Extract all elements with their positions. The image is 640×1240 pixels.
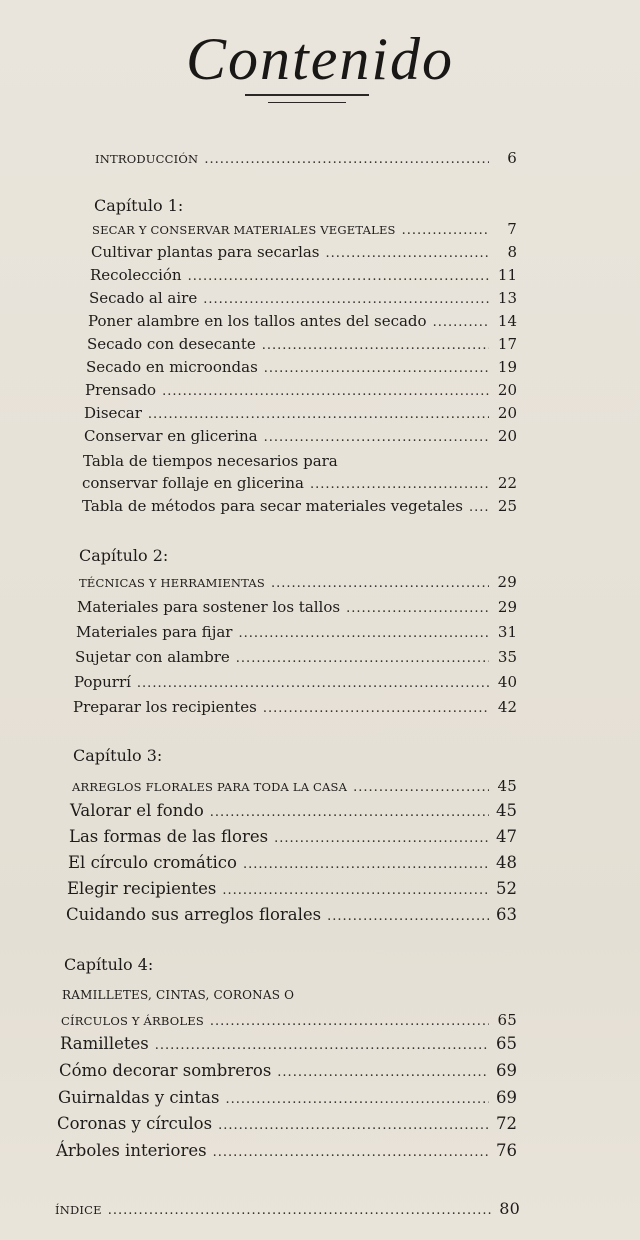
toc-entry-introduction[interactable] xyxy=(95,148,517,170)
entry-page-number: 20 xyxy=(497,381,517,399)
entry-page-number: 69 xyxy=(496,1088,517,1107)
entry-label: Valorar el fondo xyxy=(70,801,204,820)
toc-entry-line1: Tabla de tiempos necesarios para xyxy=(83,452,338,470)
entry-page-number: 7 xyxy=(507,220,517,238)
entry-page-number: 20 xyxy=(497,404,517,422)
entry-page-number: 47 xyxy=(496,827,517,846)
toc-entry[interactable] xyxy=(90,265,517,287)
toc-entry[interactable] xyxy=(85,380,517,402)
dot-leader xyxy=(218,1116,489,1136)
entry-label: Cultivar plantas para secarlas xyxy=(91,243,320,261)
dot-leader xyxy=(203,290,489,310)
dot-leader xyxy=(137,674,489,694)
entry-label: Materiales para sostener los tallos xyxy=(77,598,341,616)
entry-label: Popurrí xyxy=(74,673,131,691)
entry-label: Árboles interiores xyxy=(56,1141,207,1160)
entry-label: INTRODUCCIÓN xyxy=(95,152,199,166)
toc-entry[interactable] xyxy=(67,879,517,901)
entry-label: El círculo cromático xyxy=(68,853,237,872)
dot-leader xyxy=(204,150,489,170)
chapter-3-title[interactable] xyxy=(72,776,517,798)
dot-leader xyxy=(162,382,489,402)
dot-leader xyxy=(353,778,489,798)
entry-page-number: 6 xyxy=(507,149,517,167)
entry-label: Secado en microondas xyxy=(86,358,258,376)
toc-entry[interactable] xyxy=(68,853,517,875)
chapter-3-heading: Capítulo 3: xyxy=(73,746,163,765)
entry-page-number: 20 xyxy=(497,427,517,445)
entry-page-number: 11 xyxy=(497,266,517,284)
entry-label: conservar follaje en glicerina xyxy=(82,474,304,492)
chapter-1-title[interactable] xyxy=(92,219,517,241)
chapter-4-title-line1: RAMILLETES, CINTAS, CORONAS O xyxy=(62,988,295,1002)
dot-leader xyxy=(225,1090,489,1110)
entry-label: Disecar xyxy=(84,404,142,422)
entry-label: Poner alambre en los tallos antes del secado xyxy=(88,312,427,330)
toc-entry[interactable] xyxy=(91,242,517,264)
toc-entry[interactable] xyxy=(69,827,517,849)
entry-label: Secado al aire xyxy=(89,289,198,307)
dot-leader xyxy=(264,359,489,379)
dot-leader xyxy=(222,881,489,901)
entry-page-number: 63 xyxy=(496,905,517,924)
entry-page-number: 48 xyxy=(496,853,517,872)
entry-label: Cuidando sus arreglos florales xyxy=(66,905,322,924)
dot-leader xyxy=(326,244,489,264)
dot-leader xyxy=(210,1012,489,1032)
dot-leader xyxy=(271,574,489,594)
toc-entry[interactable] xyxy=(74,672,517,694)
entry-label: CÍRCULOS Y ÁRBOLES xyxy=(61,1014,204,1028)
entry-page-number: 65 xyxy=(497,1011,517,1029)
dot-leader xyxy=(148,405,489,425)
toc-entry[interactable] xyxy=(76,622,517,644)
entry-page-number: 40 xyxy=(497,673,517,691)
entry-page-number: 45 xyxy=(497,777,517,795)
toc-entry[interactable] xyxy=(82,496,517,518)
dot-leader xyxy=(213,1143,489,1163)
dot-leader xyxy=(263,699,489,719)
title-underline-short xyxy=(268,102,346,103)
entry-page-number: 25 xyxy=(497,497,517,515)
dot-leader xyxy=(243,855,489,875)
chapter-2-heading: Capítulo 2: xyxy=(79,546,169,565)
entry-label: Tabla de métodos para secar materiales vegetales xyxy=(82,497,463,515)
entry-page-number: 14 xyxy=(497,312,517,330)
toc-entry[interactable] xyxy=(77,597,517,619)
entry-page-number: 72 xyxy=(496,1114,517,1133)
toc-entry[interactable] xyxy=(88,311,517,333)
toc-entry[interactable] xyxy=(84,426,517,448)
entry-page-number: 80 xyxy=(499,1199,520,1218)
dot-leader xyxy=(155,1036,489,1056)
toc-entry-index[interactable] xyxy=(55,1199,520,1221)
dot-leader xyxy=(469,498,489,518)
page-title: Contenido xyxy=(186,26,454,92)
entry-page-number: 13 xyxy=(497,289,517,307)
entry-page-number: 65 xyxy=(496,1034,517,1053)
entry-page-number: 45 xyxy=(496,801,517,820)
dot-leader xyxy=(262,336,489,356)
entry-label: Cómo decorar sombreros xyxy=(59,1061,272,1080)
dot-leader xyxy=(310,475,489,495)
entry-page-number: 22 xyxy=(497,474,517,492)
toc-entry[interactable] xyxy=(66,905,517,927)
entry-page-number: 31 xyxy=(497,623,517,641)
dot-leader xyxy=(274,829,489,849)
title-underline xyxy=(245,94,369,96)
toc-entry[interactable] xyxy=(86,357,517,379)
toc-entry[interactable] xyxy=(75,647,517,669)
dot-leader xyxy=(238,624,489,644)
toc-entry[interactable] xyxy=(73,697,517,719)
chapter-4-heading: Capítulo 4: xyxy=(64,955,154,974)
toc-entry[interactable] xyxy=(57,1114,517,1136)
dot-leader xyxy=(236,649,489,669)
dot-leader xyxy=(402,221,489,241)
dot-leader xyxy=(108,1201,492,1221)
toc-entry[interactable] xyxy=(84,403,517,425)
dot-leader xyxy=(327,907,489,927)
toc-entry[interactable] xyxy=(60,1034,517,1056)
entry-page-number: 17 xyxy=(497,335,517,353)
entry-label: TÉCNICAS Y HERRAMIENTAS xyxy=(79,576,266,590)
entry-label: Preparar los recipientes xyxy=(73,698,257,716)
entry-page-number: 76 xyxy=(496,1141,517,1160)
entry-page-number: 52 xyxy=(496,879,517,898)
toc-entry[interactable] xyxy=(70,801,517,823)
entry-label: Coronas y círculos xyxy=(57,1114,213,1133)
entry-page-number: 19 xyxy=(497,358,517,376)
dot-leader xyxy=(346,599,489,619)
chapter-2-title[interactable] xyxy=(79,572,517,594)
entry-page-number: 42 xyxy=(497,698,517,716)
toc-entry[interactable] xyxy=(89,288,517,310)
entry-label: ARREGLOS FLORALES PARA TODA LA CASA xyxy=(72,780,348,794)
entry-label: Recolección xyxy=(90,266,182,284)
entry-label: Prensado xyxy=(85,381,157,399)
entry-label: Materiales para fijar xyxy=(76,623,233,641)
entry-label: Secado con desecante xyxy=(87,335,256,353)
toc-entry[interactable] xyxy=(87,334,517,356)
dot-leader xyxy=(433,313,489,333)
toc-entry[interactable] xyxy=(58,1088,517,1110)
dot-leader xyxy=(188,267,489,287)
toc-entry[interactable] xyxy=(82,473,517,495)
chapter-4-title[interactable] xyxy=(61,1010,517,1032)
dot-leader xyxy=(264,428,489,448)
entry-page-number: 8 xyxy=(507,243,517,261)
entry-label: Ramilletes xyxy=(60,1034,149,1053)
toc-entry[interactable] xyxy=(59,1061,517,1083)
entry-label: Elegir recipientes xyxy=(67,879,217,898)
toc-entry[interactable] xyxy=(56,1141,517,1163)
entry-page-number: 69 xyxy=(496,1061,517,1080)
entry-label: SECAR Y CONSERVAR MATERIALES VEGETALES xyxy=(92,223,396,237)
entry-label: Las formas de las flores xyxy=(69,827,269,846)
dot-leader xyxy=(210,803,489,823)
entry-page-number: 29 xyxy=(497,573,517,591)
entry-label: Conservar en glicerina xyxy=(84,427,258,445)
entry-label: Sujetar con alambre xyxy=(75,648,230,666)
dot-leader xyxy=(277,1063,489,1083)
entry-page-number: 35 xyxy=(497,648,517,666)
chapter-1-heading: Capítulo 1: xyxy=(94,196,184,215)
entry-page-number: 29 xyxy=(497,598,517,616)
entry-label: ÍNDICE xyxy=(55,1203,102,1217)
entry-label: Guirnaldas y cintas xyxy=(58,1088,220,1107)
